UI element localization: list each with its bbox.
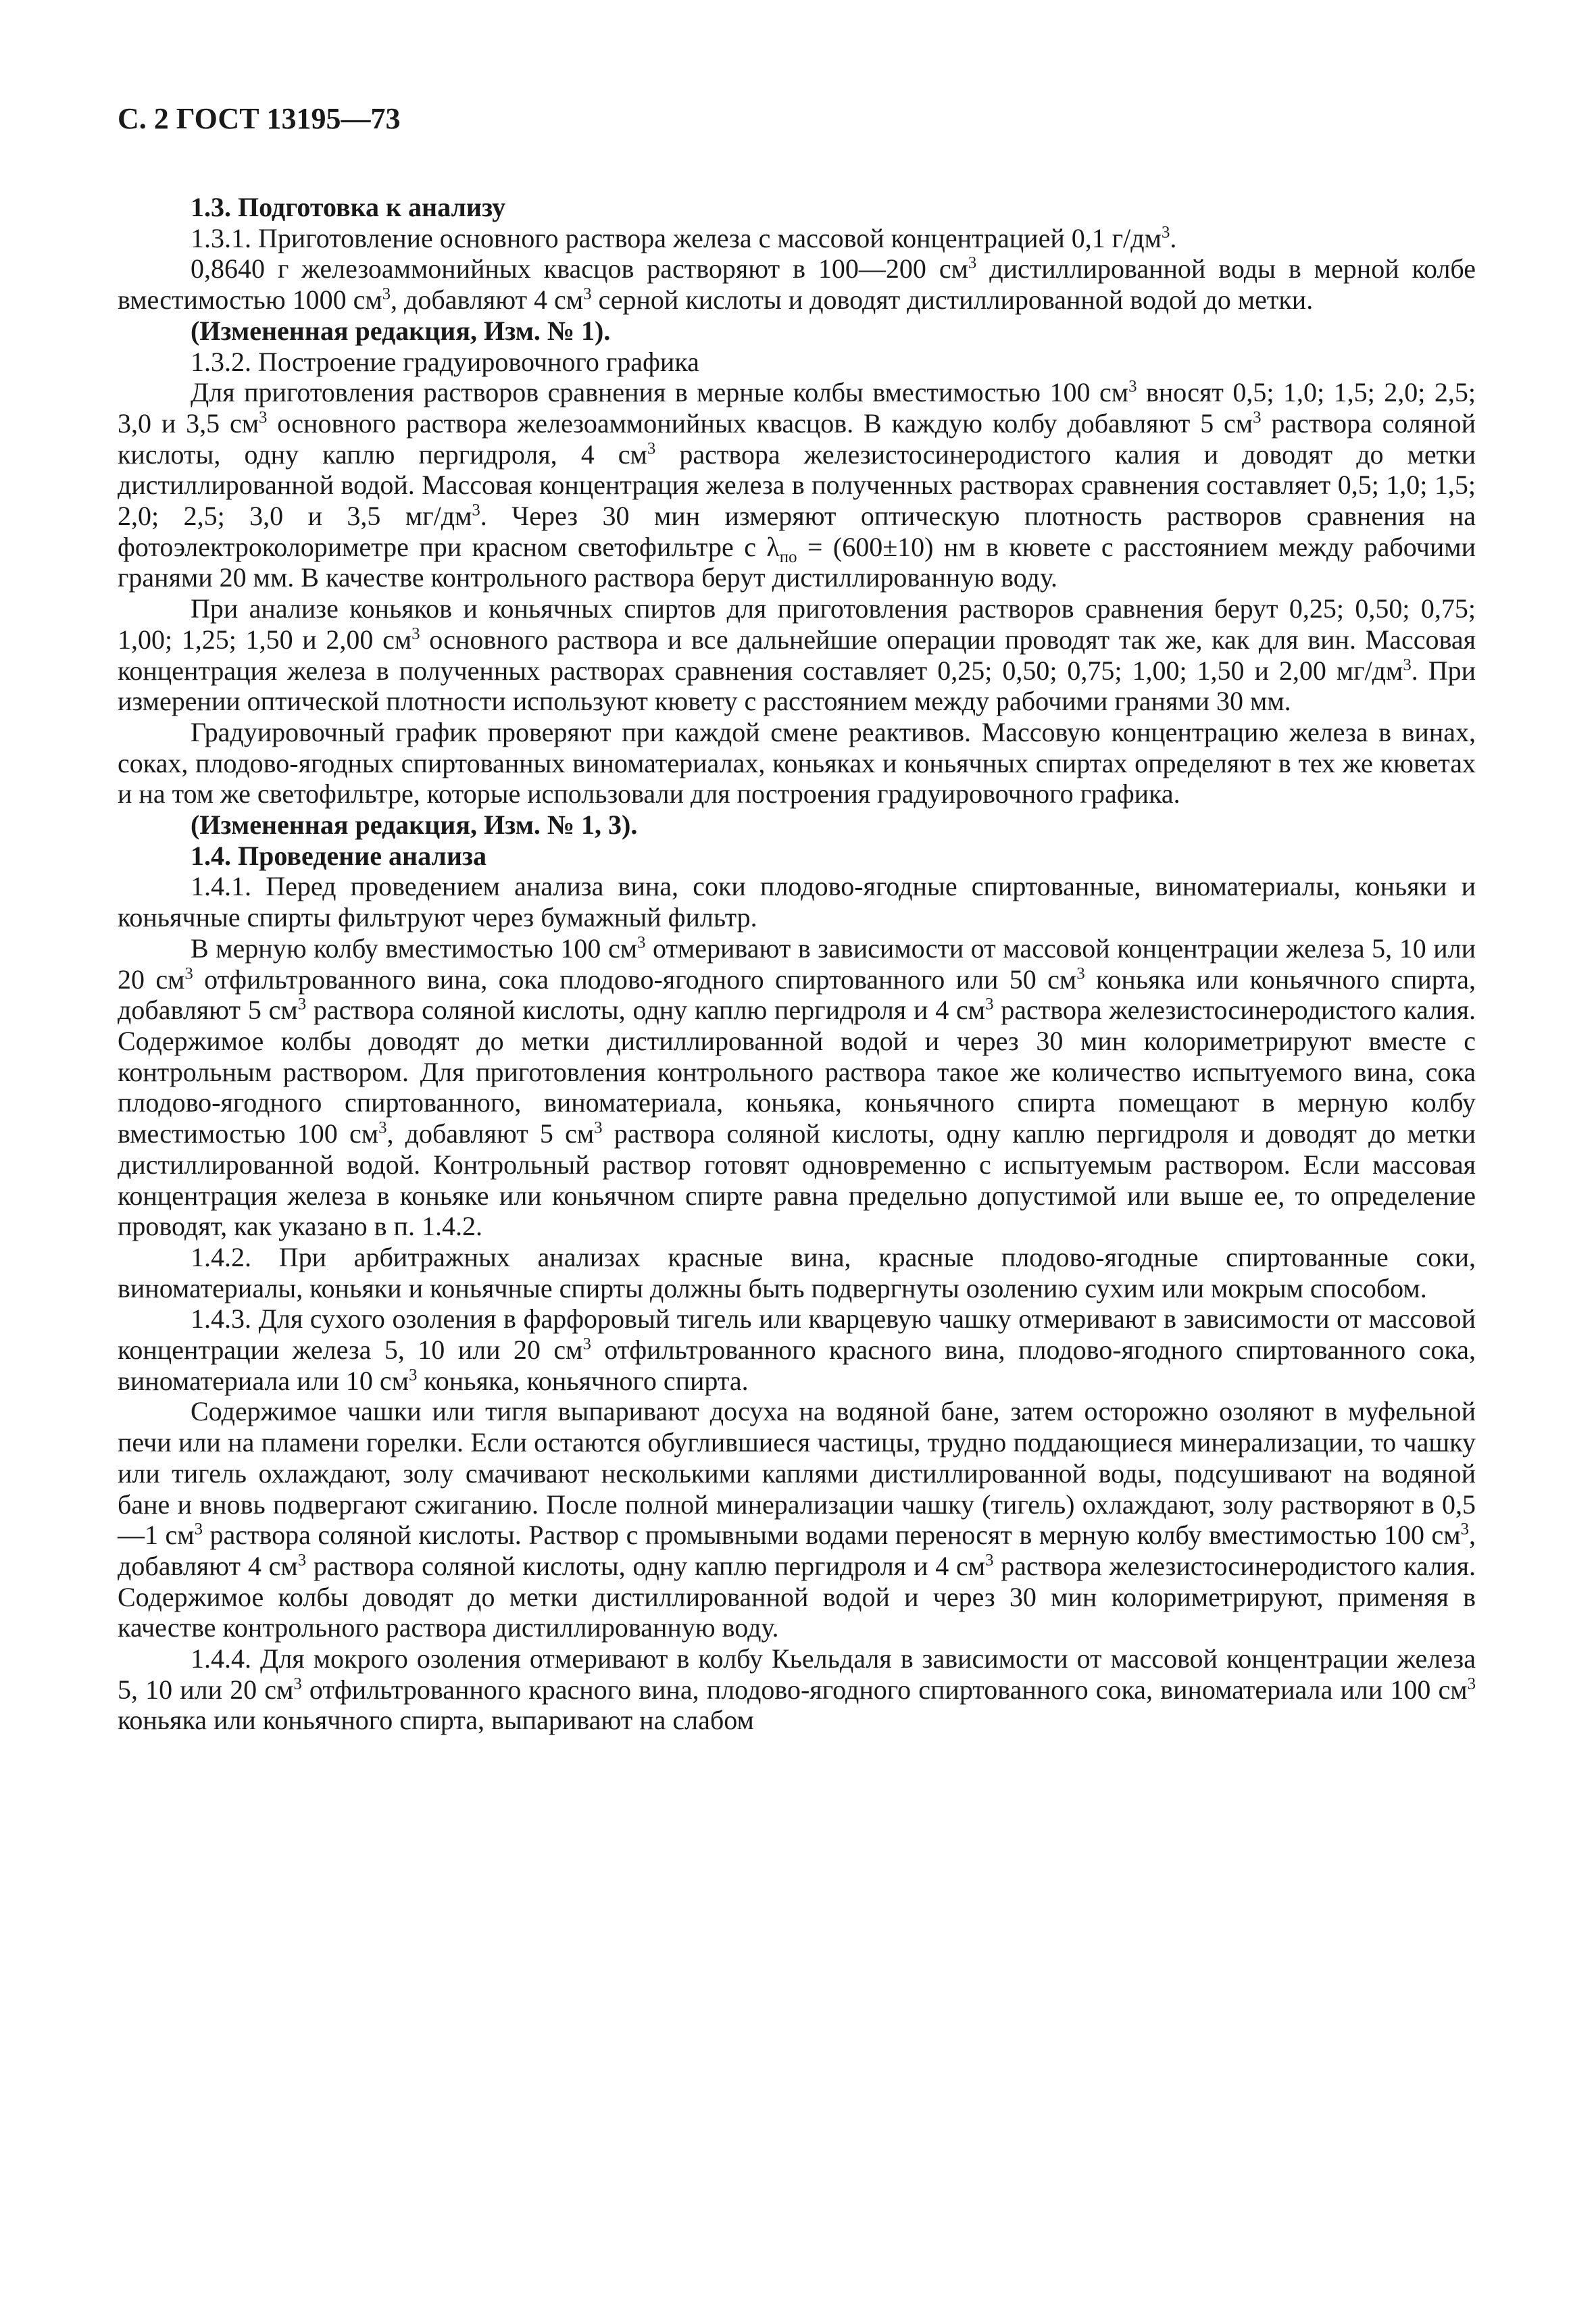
superscript: 3 (583, 284, 592, 303)
paragraph-measurement (118, 933, 1476, 1242)
superscript: 3 (1467, 1674, 1476, 1693)
superscript: 3 (184, 964, 193, 983)
text-segment: раствора соляной кислоты, одну каплю пергидроля и доводят до метки дистиллированной водой. Контрольный раствор готовят одновременно с испытуемым раствором. Если массовая концентрация железа в коньяке или коньячном спирте равна предельно допустимой или выше ее, то определение проводят, как указано в п. 1.4.2. (118, 1118, 1476, 1242)
paragraph-dry-ashing (118, 1396, 1476, 1643)
text-segment: . (1170, 222, 1177, 253)
superscript: 3 (293, 1674, 302, 1693)
superscript: 3 (378, 1118, 387, 1137)
text-segment: 1.4.2. При арбитражных анализах красные вина, красные плодово-ягодные спиртованные соки, виноматериалы, коньяки и коньячные спирты должны быть подвергнуты озолению сухим или мокрым способом. (118, 1241, 1476, 1303)
superscript: 3 (412, 624, 420, 643)
text-segment: отфильтрованного красного вина, плодово-ягодного спиртованного сока, виноматериала или 100 см (301, 1674, 1468, 1705)
superscript: 3 (647, 439, 656, 458)
text-segment: 1.3. Подготовка к анализу (191, 192, 506, 222)
text-segment: 1.4.4. Для мокрого озоления отмеривают в колбу Кьельдаля в зависимости от массовой концентрации железа 5, 10 или 20 см (118, 1643, 1476, 1705)
text-segment: (Измененная редакция, Изм. № 1). (191, 315, 611, 346)
text-segment: Градуировочный график проверяют при каждой смене реактивов. Массовую концентрацию железа в винах, соках, плодово-ягодных спиртованных виноматериалах, коньяках и коньячных спиртах определяют в тех же кюветах и на том же светофильтре, которые использовали для построения градуировочного графика. (118, 716, 1476, 810)
paragraph-1-4-4 (118, 1643, 1476, 1736)
amendment-note (118, 810, 1476, 841)
text-segment: отмеривают в зависимости от массовой концентрации железа 5, 10 или 20 см (118, 932, 1476, 995)
paragraph-1-3-1 (118, 223, 1476, 254)
text-segment: В мерную колбу вместимостью 100 см (191, 932, 638, 964)
text-segment: раствора железистосинеродистого калия. Содержимое колбы доводят до метки дистиллированной водой и через 30 мин колориметрируют, применяя в качестве контрольного раствора дистиллированную воду. (118, 1550, 1476, 1643)
superscript: 3 (1460, 1520, 1469, 1539)
text-segment: Для приготовления растворов сравнения в мерные колбы вместимостью 100 см (191, 377, 1129, 408)
text-segment: основного раствора и все дальнейшие операции проводят так же, как для вин. Массовая концентрация железа в полученных растворах сравнения составляет 0,25; 0,50; 0,75; 1,00; 1,50 и 2,00 мг/дм (118, 624, 1476, 686)
superscript: 3 (259, 408, 268, 427)
superscript: 3 (985, 1551, 994, 1570)
superscript: 3 (297, 1551, 307, 1570)
text-segment: 1.4.3. Для сухого озоления в фарфоровый тигель или кварцевую чашку отмеривают в зависимости от массовой концентрации железа 5, 10 или 20 см (118, 1303, 1476, 1366)
text-segment: серной кислоты и доводят дистиллированной водой до метки. (591, 284, 1314, 316)
paragraph-1-4-3 (118, 1303, 1476, 1396)
superscript: 3 (1403, 655, 1412, 674)
superscript: 3 (985, 995, 994, 1014)
text-segment: раствора соляной кислоты. Раствор с промывными водами переносят в мерную колбу вместимостью 100 см (203, 1520, 1461, 1551)
paragraph-graph-check (118, 717, 1476, 810)
text-segment: . Через 30 мин измеряют оптическую плотность растворов сравнения на фотоэлектроколориметре при красном светофильтре с λ (118, 501, 1476, 562)
superscript: 3 (1076, 964, 1085, 983)
paragraph-stock-solution (118, 253, 1476, 315)
paragraph-calibration-solutions (118, 377, 1476, 593)
text-segment: 1.4.1. Перед проведением анализа вина, соки плодово-ягодные спиртованные, виноматериалы, коньяки и коньячные спирты фильтруют через бумажный фильтр. (118, 871, 1476, 933)
text-segment: , добавляют 4 см (118, 1520, 1476, 1581)
text-segment: коньяка или коньячного спирта, выпаривают на слабом (118, 1705, 754, 1736)
text-segment: (Измененная редакция, Изм. № 1, 3). (191, 810, 638, 841)
text-segment: Содержимое чашки или тигля выпаривают досуха на водяной бане, затем осторожно озоляют в муфельной печи или на пламени горелки. Если остаются обуглившиеся частицы, трудно поддающиеся минерализации, то чашку или тигель охлаждают, золу смачивают несколькими каплями дистиллированной воды, подсушивают на водяной бане и вновь подвергают сжиганию. После полной минерализации чашку (тигель) охлаждают, золу растворяют в 0,5—1 см (118, 1396, 1476, 1551)
superscript: 3 (382, 284, 391, 303)
superscript: 3 (472, 501, 480, 520)
text-segment: 1.3.1. Приготовление основного раствора железа с массовой концентрацией 0,1 г/дм (191, 222, 1162, 253)
text-segment: раствора соляной кислоты, одну каплю пергидроля и 4 см (306, 1550, 986, 1581)
superscript: 3 (968, 254, 977, 273)
superscript: 3 (297, 995, 307, 1014)
superscript: 3 (409, 1366, 418, 1385)
text-segment: 1.4. Проведение анализа (191, 840, 487, 871)
text-segment: 1.3.2. Построение градуировочного графика (191, 346, 699, 377)
section-title-1-4 (118, 841, 1476, 872)
document-page (118, 101, 1476, 1736)
text-segment: , добавляют 5 см (386, 1118, 595, 1149)
superscript: 3 (1161, 223, 1170, 242)
text-segment: вносят 0,5; 1,0; 1,5; 2,0; 2,5; 3,0 и 3,5 см (118, 377, 1476, 439)
superscript: 3 (594, 1118, 603, 1137)
text-segment: 0,8640 г железоаммонийных квасцов растворяют в 100—200 см (191, 253, 968, 284)
text-segment: раствора соляной кислоты, одну каплю пергидроля, 4 см (118, 407, 1476, 470)
text-segment: , добавляют 4 см (391, 284, 584, 316)
text-segment: коньяка, коньячного спирта. (417, 1365, 749, 1396)
text-segment: При анализе коньяков и коньячных спиртов для приготовления растворов сравнения берут 0,25; 0,50; 0,75; 1,00; 1,25; 1,50 и 2,00 см (118, 593, 1476, 655)
amendment-note (118, 316, 1476, 347)
subscript: по (779, 547, 797, 566)
superscript: 3 (1128, 377, 1137, 396)
text-segment: раствора железистосинеродистого калия и доводят до метки дистиллированной водой. Массовая концентрация железа в полученных растворах сравнения составляет 0,5; 1,0; 1,5; 2,0; 2,5; 3,0 и 3,5 мг/дм (118, 439, 1476, 532)
text-segment: отфильтрованного вина, сока плодово-ягодного спиртованного или 50 см (193, 964, 1077, 995)
paragraph-1-4-1 (118, 871, 1476, 932)
paragraph-1-4-2 (118, 1242, 1476, 1303)
text-segment: коньяка или коньячного спирта, добавляют 5 см (118, 964, 1476, 1026)
text-segment: основного раствора железоаммонийных квасцов. В каждую колбу добавляют 5 см (267, 407, 1253, 439)
text-segment: дистиллированной воды в мерной колбе вместимостью 1000 см (118, 253, 1476, 316)
text-segment: раствора железистосинеродистого калия. Содержимое колбы доводят до метки дистиллированной водой и через 30 мин колориметрируют вместе с контрольным раствором. Для приготовления контрольного раствора такое же количество испытуемого вина, сока плодово-ягодного спиртованного, виноматериала, коньяка, коньячного спирта помещают в мерную колбу вместимостью 100 см (118, 995, 1476, 1149)
superscript: 3 (1253, 408, 1262, 427)
section-title-1-3 (118, 192, 1476, 223)
paragraph-cognac-solutions (118, 593, 1476, 717)
text-segment: . При измерении оптической плотности используют кювету с расстоянием между рабочими гранями 30 мм. (118, 655, 1476, 717)
text-segment: = (600±10) нм в кювете с расстоянием между рабочими гранями 20 мм. В качестве контрольного раствора берут дистиллированную воду. (118, 531, 1476, 593)
paragraph-1-3-2 (118, 347, 1476, 378)
text-segment: раствора соляной кислоты, одну каплю пергидроля и 4 см (306, 995, 986, 1026)
page-header: С. 2 ГОСТ 13195—73 (118, 102, 401, 135)
superscript: 3 (582, 1335, 591, 1353)
text-segment: отфильтрованного красного вина, плодово-ягодного спиртованного сока, виноматериала или 10 см (118, 1335, 1476, 1396)
superscript: 3 (637, 933, 646, 952)
superscript: 3 (194, 1520, 203, 1539)
